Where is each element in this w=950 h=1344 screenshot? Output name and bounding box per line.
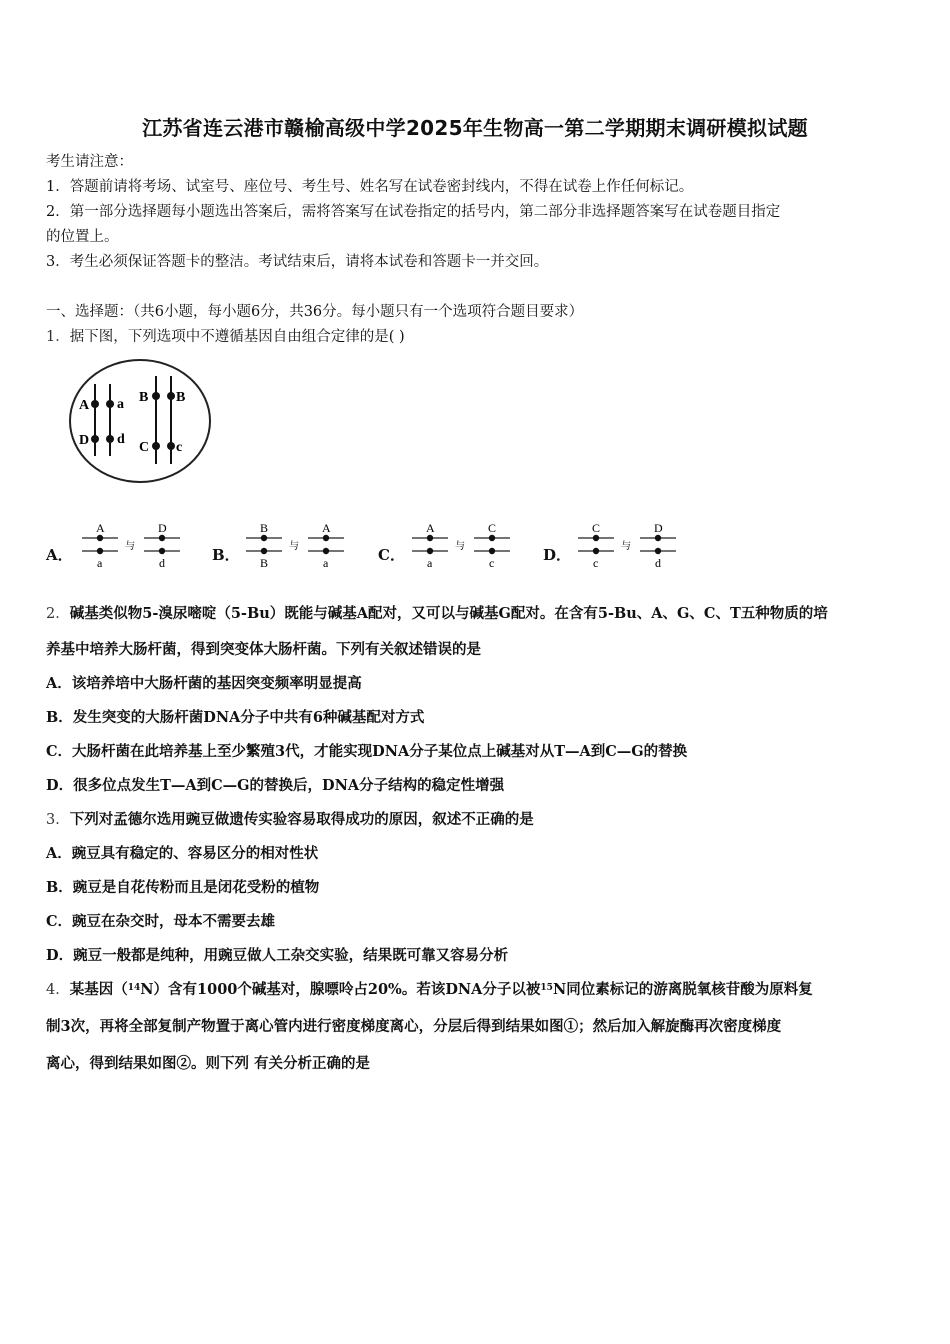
question-text-line-1: 碱基类似物5-溴尿嘧啶（5-Bu）既能与碱基A配对，又可以与碱基G配对。在含有5-Bu、A、G、C、T五种物质的培 bbox=[69, 605, 828, 622]
question-text-part: N）含有1000个碱基对，腺嘌呤占20%。若该DNA分子以被 bbox=[140, 981, 541, 998]
gene-label: d bbox=[655, 556, 661, 570]
isotope-superscript: 14 bbox=[127, 983, 141, 993]
gene-label: A bbox=[96, 521, 105, 535]
gene-locus bbox=[655, 548, 661, 554]
q2-option-b[interactable]: B．发生突变的大肠杆菌DNA分子中共有6种碱基配对方式 bbox=[46, 709, 425, 726]
question-3 bbox=[46, 810, 906, 830]
gene-locus bbox=[261, 535, 267, 541]
gene-label: C bbox=[488, 521, 497, 535]
question-2 bbox=[46, 604, 906, 624]
q3-option-b[interactable]: B．豌豆是自花传粉而且是闭花受粉的植物 bbox=[46, 879, 320, 896]
gene-locus bbox=[655, 535, 661, 541]
gene-locus bbox=[427, 548, 433, 554]
gene-locus bbox=[97, 535, 103, 541]
q2-option-c[interactable]: C．大肠杆菌在此培养基上至少繁殖3代，才能实现DNA分子某位点上碱基对从T—A到C—G的替换 bbox=[46, 743, 688, 760]
gene-label: D bbox=[158, 521, 167, 535]
gene-locus bbox=[593, 535, 599, 541]
gene-locus bbox=[159, 535, 165, 541]
gene-locus bbox=[489, 535, 495, 541]
gene-locus bbox=[97, 548, 103, 554]
gene-label: A bbox=[322, 521, 331, 535]
gene-locus bbox=[261, 548, 267, 554]
gene-label: c bbox=[489, 556, 495, 570]
question-1 bbox=[46, 327, 906, 347]
cell-outline bbox=[70, 360, 210, 482]
connector-text: 与 bbox=[289, 541, 299, 552]
gene-locus bbox=[489, 548, 495, 554]
gene-label: B bbox=[139, 390, 149, 405]
page-title: 江苏省连云港市赣榆高级中学2025年生物高一第二学期期末调研模拟试题 bbox=[142, 116, 808, 140]
question-number: 3． bbox=[46, 812, 70, 828]
gene-locus bbox=[427, 535, 433, 541]
option-label-c[interactable]: C． bbox=[378, 546, 405, 564]
question-number: 1． bbox=[46, 329, 70, 345]
gene-label: D bbox=[79, 433, 90, 448]
option-c-figure[interactable] bbox=[408, 518, 516, 574]
question-text: 据下图，下列选项中不遵循基因自由组合定律的是( ) bbox=[69, 329, 405, 345]
gene-label: a bbox=[427, 556, 433, 570]
option-b-figure[interactable] bbox=[242, 518, 350, 574]
isotope-superscript: 15 bbox=[540, 983, 553, 993]
gene-label: c bbox=[176, 440, 183, 455]
gene-locus bbox=[91, 435, 99, 443]
gene-label: A bbox=[426, 521, 435, 535]
question-text-part: N同位素标记的游离脱氧核苷酸为原料复 bbox=[552, 981, 813, 998]
notice-item-2-cont: 的位置上。 bbox=[46, 229, 119, 245]
option-label-d[interactable]: D． bbox=[543, 546, 572, 564]
option-label-b[interactable]: B． bbox=[212, 546, 240, 564]
connector-text: 与 bbox=[621, 541, 631, 552]
notice-item-2: 2．第一部分选择题每小题选出答案后，需将答案写在试卷指定的括号内，第二部分非选择题答案写在试卷题目指定 bbox=[46, 204, 781, 220]
gene-locus bbox=[323, 535, 329, 541]
gene-locus bbox=[593, 548, 599, 554]
gene-label: d bbox=[159, 556, 165, 570]
gene-label: A bbox=[79, 398, 90, 413]
q3-option-d[interactable]: D．豌豆一般都是纯种，用豌豆做人工杂交实验，结果既可靠又容易分析 bbox=[46, 947, 509, 964]
q2-option-a[interactable]: A．该培养培中大肠杆菌的基因突变频率明显提高 bbox=[46, 675, 362, 692]
gene-locus bbox=[106, 400, 114, 408]
question-2-cont: 养基中培养大肠杆菌，得到突变体大肠杆菌。下列有关叙述错误的是 bbox=[46, 641, 481, 658]
gene-label: C bbox=[592, 521, 601, 535]
q2-option-d[interactable]: D．很多位点发生T—A到C—G的替换后，DNA分子结构的稳定性增强 bbox=[46, 777, 505, 794]
q3-option-c[interactable]: C．豌豆在杂交时，母本不需要去雄 bbox=[46, 913, 276, 930]
option-label-a[interactable]: A． bbox=[46, 546, 73, 564]
notice-item-1: 1．答题前请将考场、试室号、座位号、考生号、姓名写在试卷密封线内，不得在试卷上作任何标记。 bbox=[46, 179, 694, 195]
section-heading: 一、选择题：（共6小题，每小题6分，共36分。每小题只有一个选项符合题目要求） bbox=[46, 304, 584, 320]
gene-locus bbox=[106, 435, 114, 443]
question-4-cont-2: 离心，得到结果如图②。则下列 有关分析正确的是 bbox=[46, 1055, 371, 1072]
connector-text: 与 bbox=[455, 541, 465, 552]
gene-label: B bbox=[260, 521, 269, 535]
gene-label: c bbox=[593, 556, 599, 570]
question-4-cont-1: 制3次，再将全部复制产物置于离心管内进行密度梯度离心，分层后得到结果如图①；然后加入解旋酶再次密度梯度 bbox=[46, 1018, 782, 1035]
gene-label: a bbox=[117, 397, 124, 412]
question-number: 2． bbox=[46, 606, 70, 622]
question-text-part: 某基因（ bbox=[69, 981, 128, 998]
gene-label: C bbox=[139, 440, 150, 455]
connector-text: 与 bbox=[125, 541, 135, 552]
option-d-figure[interactable] bbox=[574, 518, 682, 574]
gene-label: a bbox=[323, 556, 329, 570]
gene-label: d bbox=[117, 432, 125, 447]
gene-locus bbox=[91, 400, 99, 408]
gene-label: B bbox=[176, 390, 186, 405]
cell-chromosome-figure bbox=[66, 356, 216, 486]
gene-locus bbox=[167, 392, 175, 400]
gene-locus bbox=[152, 442, 160, 450]
gene-locus bbox=[167, 442, 175, 450]
question-4 bbox=[46, 980, 906, 1000]
gene-locus bbox=[159, 548, 165, 554]
option-a-figure[interactable] bbox=[78, 518, 186, 574]
q3-option-a[interactable]: A．豌豆具有稳定的、容易区分的相对性状 bbox=[46, 845, 319, 862]
question-number: 4． bbox=[46, 982, 70, 998]
notice-item-3: 3．考生必须保证答题卡的整洁。考试结束后，请将本试卷和答题卡一并交回。 bbox=[46, 254, 549, 270]
question-text: 下列对孟德尔选用豌豆做遗传实验容易取得成功的原因，叙述不正确的是 bbox=[69, 811, 534, 828]
gene-locus bbox=[152, 392, 160, 400]
gene-label: D bbox=[654, 521, 663, 535]
gene-label: B bbox=[260, 556, 269, 570]
gene-label: a bbox=[97, 556, 103, 570]
gene-locus bbox=[323, 548, 329, 554]
notice-heading: 考生请注意： bbox=[46, 154, 133, 170]
